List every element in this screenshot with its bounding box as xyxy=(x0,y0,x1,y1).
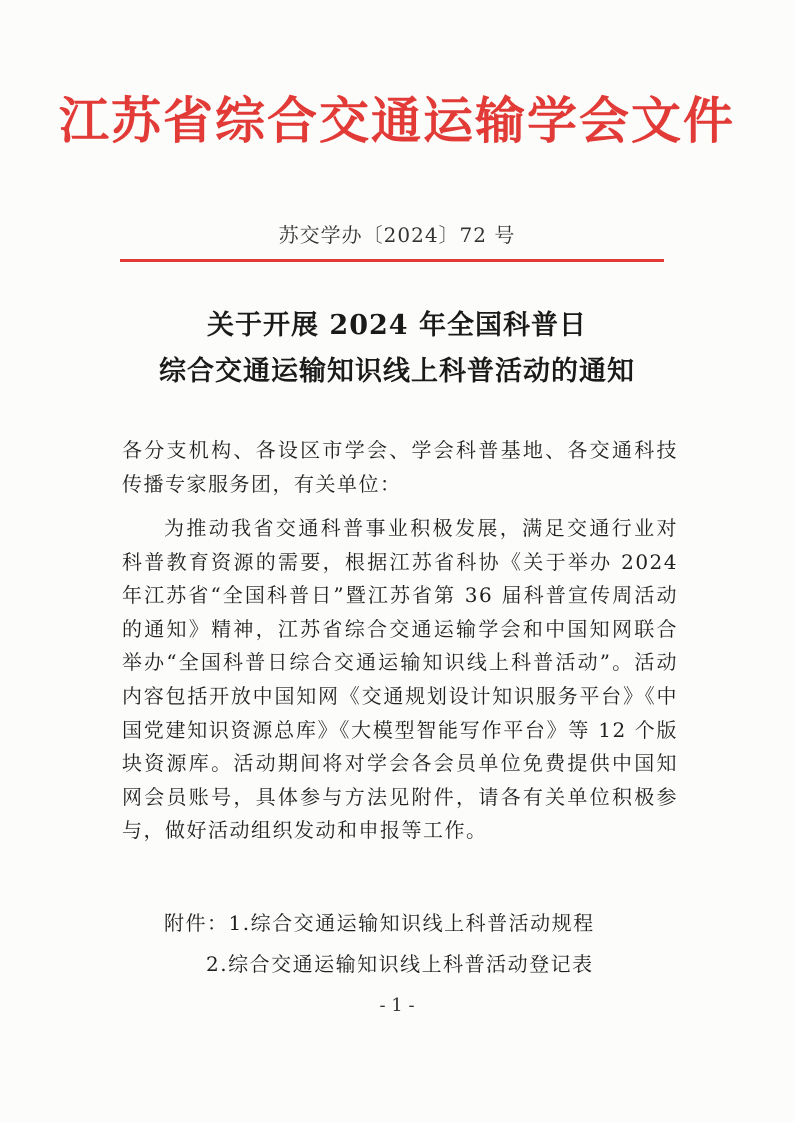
body-paragraph: 为推动我省交通科普事业积极发展，满足交通行业对科普教育资源的需要，根据江苏省科协《关于举办 2024 年江苏省“全国科普日”暨江苏省第 36 届科普宣传周活动的通知》精神，江苏省综合交通运输学会和中国知网联合举办“全国科普日综合交通运输知识线上科普活动”。活动内容包括开放中国知网《交通规划设计知识服务平台》《中国党建知识资源总库》《大模型智能写作平台》等 12 个版块资源库。活动期间将对学会各会员单位免费提供中国知网会员账号，具体参与方法见附件，请各有关单位积极参与，做好活动组织发动和申报等工作。 xyxy=(122,516,678,843)
page-number: - 1 - xyxy=(379,995,415,1016)
header-divider xyxy=(120,259,664,262)
notice-title-line2: 综合交通运输知识线上科普活动的通知 xyxy=(159,356,635,387)
attachment-item-1: 附件：1.综合交通运输知识线上科普活动规程 xyxy=(164,911,595,935)
addressee-line: 各分支机构、各设区市学会、学会科普基地、各交通科技传播专家服务团，有关单位： xyxy=(122,438,678,496)
attachment-item-2: 2.综合交通运输知识线上科普活动登记表 xyxy=(206,952,594,976)
notice-title-line1: 关于开展 2024 年全国科普日 xyxy=(207,310,587,341)
document-header-title: 江苏省综合交通运输学会文件 xyxy=(59,91,735,150)
document-number: 苏交学办〔2024〕72 号 xyxy=(278,223,516,247)
